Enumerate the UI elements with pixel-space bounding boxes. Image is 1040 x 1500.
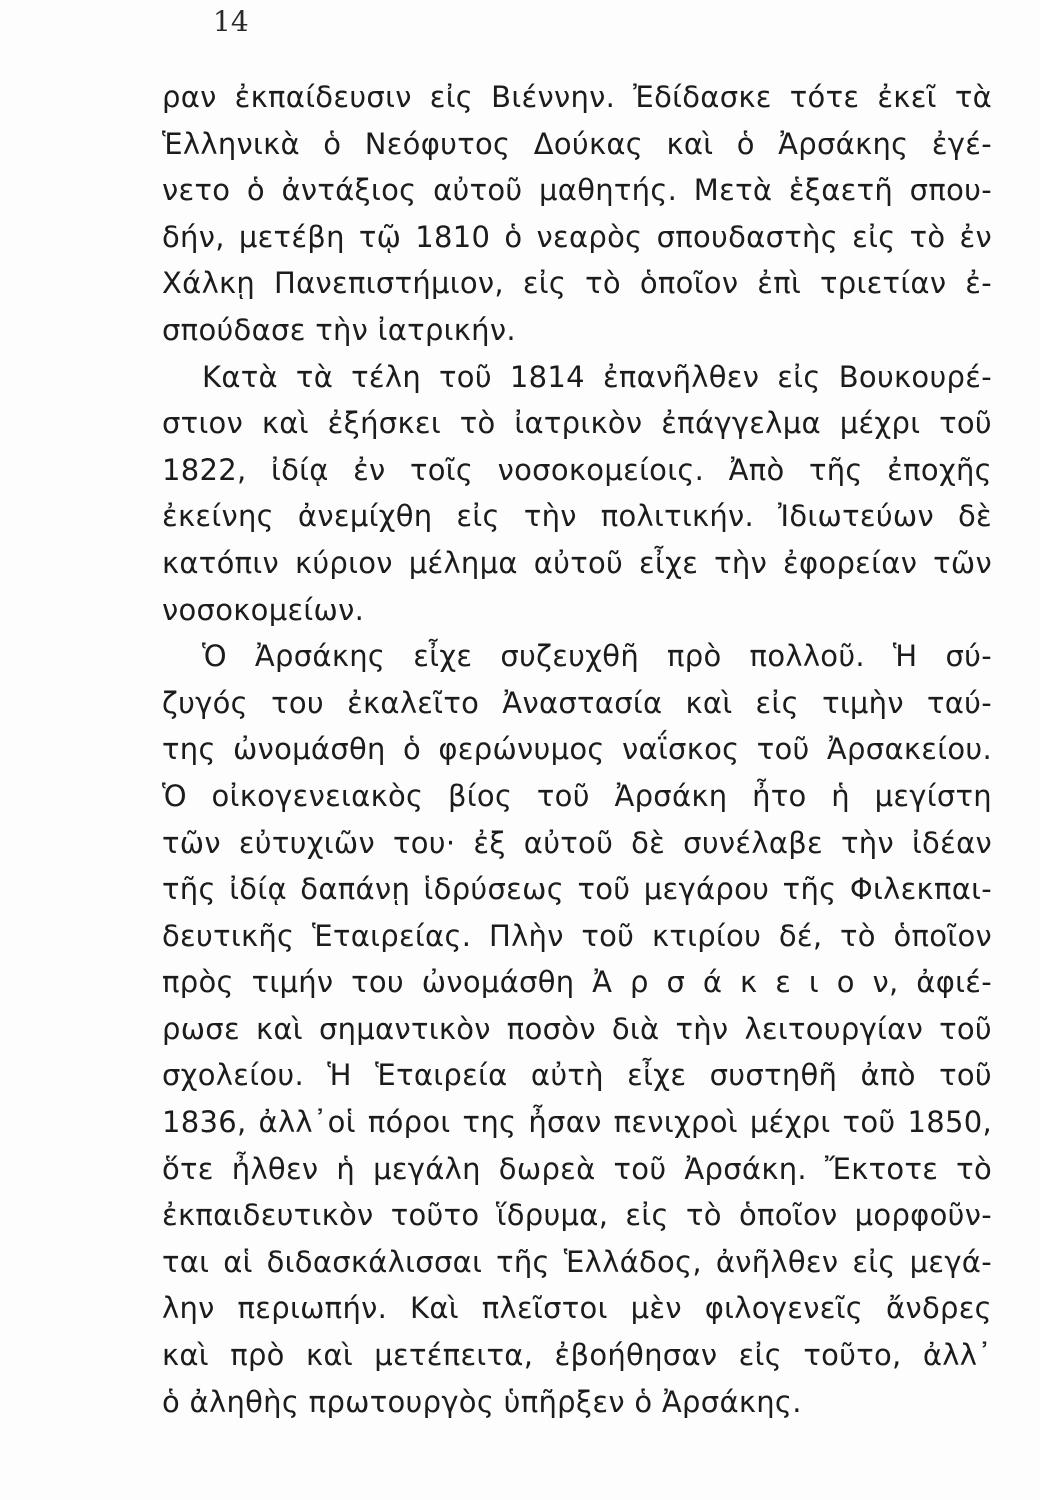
text-line: σχολείου. Ἡ Ἑταιρεία αὐτὴ εἶχε συστηθῆ ἀπὸ τοῦ <box>162 1058 992 1093</box>
text-line: νοσοκομείων. <box>162 592 365 627</box>
text-line: δήν, μετέβη τῷ 1810 ὁ νεαρὸς σπουδαστὴς εἰς τὸ ἐν <box>162 219 992 254</box>
text-line: Χάλκῃ Πανεπιστήμιον, εἰς τὸ ὁποῖον ἐπὶ τριετίαν ἐ- <box>162 266 992 301</box>
text-line: ρωσε καὶ σημαντικὸν ποσὸν διὰ τὴν λειτουργίαν τοῦ <box>162 1011 992 1046</box>
text-line: της ὠνομάσθη ὁ φερώνυμος ναΐσκος τοῦ Ἀρσακείου. <box>162 732 992 767</box>
text-line: ραν ἐκπαίδευσιν εἰς Βιέννην. Ἐδίδασκε τότε ἐκεῖ τὰ <box>162 80 992 114</box>
text-line: ζυγός του ἐκαλεῖτο Ἀναστασία καὶ εἰς τιμὴν ταύ- <box>162 685 992 720</box>
paragraph-start-line: Ὁ Ἀρσάκης εἶχε συζευχθῆ πρὸ πολλοῦ. Ἡ σύ- <box>202 639 992 674</box>
text-line: κατόπιν κύριον μέλημα αὐτοῦ εἶχε τὴν ἐφορείαν τῶν <box>162 545 992 580</box>
text-line: Ἑλληνικὰ ὁ Νεόφυτος Δούκας καὶ ὁ Ἀρσάκης ἐγέ- <box>162 126 992 161</box>
text-line: νετο ὁ ἀντάξιος αὐτοῦ μαθητής. Μετὰ ἑξαετῆ σπου- <box>162 173 992 208</box>
text-line: τῶν εὐτυχιῶν του· ἐξ αὐτοῦ δὲ συνέλαβε τὴν ἰδέαν <box>162 825 992 860</box>
text-line: 1836, ἀλλ᾽οἱ πόροι της ἦσαν πενιχροὶ μέχρι τοῦ 1850, <box>162 1105 992 1140</box>
text-line: δευτικῆς Ἑταιρείας. Πλὴν τοῦ κτιρίου δέ, τὸ ὁποῖον <box>162 918 992 953</box>
text-line: καὶ πρὸ καὶ μετέπειτα, ἐβοήθησαν εἰς τοῦτο, ἀλλ᾽ <box>162 1338 992 1373</box>
page-number: 14 <box>213 5 249 38</box>
body-text <box>162 74 992 1425</box>
paragraph-start-line: Κατὰ τὰ τέλη τοῦ 1814 ἐπανῆλθεν εἰς Βουκουρέ- <box>202 359 992 394</box>
text-line: ἐκείνης ἀνεμίχθη εἰς τὴν πολιτικήν. Ἰδιωτεύων δὲ <box>162 499 992 534</box>
text-line: Ὁ οἰκογενειακὸς βίος τοῦ Ἀρσάκη ἦτο ἡ μεγίστη <box>162 778 992 813</box>
text-line: σπούδασε τὴν ἰατρικήν. <box>162 312 516 347</box>
text-line: πρὸς τιμήν του ὠνομάσθη Ἀ ρ σ ά κ ε ι ο ν, ἀφιέ- <box>162 965 992 1000</box>
text-line: 1822, ἰδίᾳ ἐν τοῖς νοσοκομείοις. Ἀπὸ τῆς ἐποχῆς <box>162 452 992 487</box>
text-line: τῆς ἰδίᾳ δαπάνῃ ἱδρύσεως τοῦ μεγάρου τῆς Φιλεκπαι- <box>162 872 992 907</box>
text-line: ὅτε ἦλθεν ἡ μεγάλη δωρεὰ τοῦ Ἀρσάκη. Ἔκτοτε τὸ <box>162 1151 992 1186</box>
text-line: ἐκπαιδευτικὸν τοῦτο ἵδρυμα, εἰς τὸ ὁποῖον μορφοῦν- <box>162 1198 992 1233</box>
text-line: ται αἱ διδασκάλισσαι τῆς Ἑλλάδος, ἀνῆλθεν εἰς μεγά- <box>162 1244 992 1279</box>
text-line: ὁ ἀληθὴς πρωτουργὸς ὑπῆρξεν ὁ Ἀρσάκης. <box>162 1384 802 1419</box>
text-line: λην περιωπήν. Καὶ πλεῖστοι μὲν φιλογενεῖς ἄνδρες <box>162 1291 992 1326</box>
text-line: στιον καὶ ἐξήσκει τὸ ἰατρικὸν ἐπάγγελμα μέχρι τοῦ <box>162 406 992 441</box>
